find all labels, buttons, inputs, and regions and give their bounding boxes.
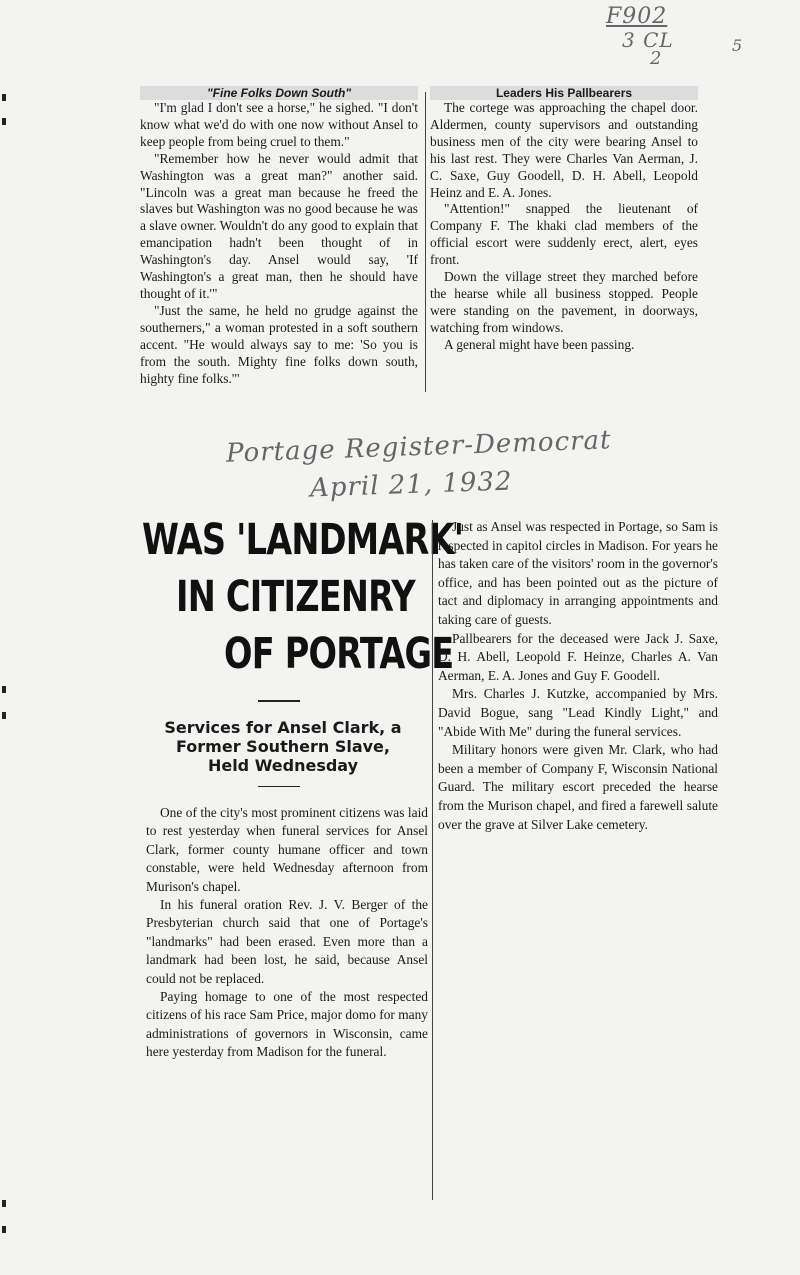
deck-line: Former Southern Slave, — [176, 737, 390, 756]
paragraph: Paying homage to one of the most respected citizens of his race Sam Price, major domo for many administrations of governors in Wisconsin, came here yesterday from Madison for the funeral. — [146, 989, 428, 1060]
paragraph: In his funeral oration Rev. J. V. Berger of the Presbyterian church said that one of Portage's "landmarks" had been erased. Even more than a landmark had been lost, he said, because Ansel could not be replaced. — [146, 897, 428, 986]
bottom-left-column — [146, 804, 428, 1062]
subhead: "Fine Folks Down South" — [140, 86, 418, 100]
paragraph: "Remember how he never would admit that Washington was a great man?" another said. "Lincoln was a great man because he freed the slaves but Washington was no good because he was a slave owner. Wouldn't do any good to explain that emancipation hadn't been thought of in Washington's day. Ansel would say, 'If Washington's a great man, then he should have thought of it.'" — [140, 150, 418, 301]
catalog-number: F902 — [606, 4, 668, 29]
article-text — [140, 100, 418, 387]
subhead: Leaders His Pallbearers — [430, 86, 698, 100]
top-left-column — [140, 86, 418, 387]
headline-line: IN CITIZENRY — [176, 572, 415, 622]
column-rule — [432, 520, 433, 1200]
margin-mark — [2, 118, 6, 125]
paragraph: Down the village street they marched before the hearse while all business stopped. People were standing on the pavement, in doorways, watching from windows. — [430, 269, 698, 335]
paragraph: Mrs. Charles J. Kutzke, accompanied by Mrs. David Bogue, sang "Lead Kindly Light," and "Abide With Me" during the funeral services. — [438, 686, 718, 739]
margin-mark — [2, 1200, 6, 1207]
paragraph: A general might have been passing. — [444, 336, 635, 352]
paragraph: Just as Ansel was respected in Portage, so Sam is respected in capitol circles in Madison. For years he has taken care of the visitors' room in the governor's office, and has been pointed out as the picture of tact and diplomacy in arranging appointments and taking care of guests. — [438, 519, 718, 627]
bottom-right-column — [438, 518, 718, 834]
margin-mark — [2, 686, 6, 693]
divider — [258, 786, 300, 787]
paragraph: "I'm glad I don't see a horse," he sighed. "I don't know what we'd do with one now without Ansel to keep people from being cruel to them." — [140, 100, 418, 149]
column-rule — [425, 92, 426, 392]
paragraph: "Just the same, he held no grudge against the southerners," a woman protested in a soft southern accent. "He would always say to me: 'So you is from the south. Mighty fine folks down south, highty fine folks.'" — [140, 302, 418, 386]
catalog-number: 2 — [650, 48, 663, 69]
deck-line: Held Wednesday — [207, 756, 359, 775]
paragraph: Pallbearers for the deceased were Jack J. Saxe, D. H. Abell, Leopold F. Heinze, Charles A. Van Aerman, E. A. Jones and Guy F. Goodell. — [438, 630, 718, 683]
source-date: April 21, 1932 — [309, 466, 513, 504]
headline-line: OF PORTAGE — [224, 629, 454, 679]
catalog-number: 3 CL — [622, 28, 674, 52]
deck-line: Services for Ansel Clark, a — [164, 718, 402, 737]
paragraph: The cortege was approaching the chapel door. Aldermen, county supervisors and outstanding business men of the city were bearing Ansel to his last rest. They were Charles Van Aerman, J. C. Saxe, Guy Goodell, D. H. Abell, Leopold Heinz and E. A. Jones. — [430, 100, 698, 200]
top-right-column — [430, 86, 698, 354]
deck — [138, 718, 428, 775]
article-text — [430, 100, 698, 354]
paragraph: "Attention!" snapped the lieutenant of Company F. The khaki clad members of the official escort were suddenly erect, alert, eyes front. — [430, 201, 698, 268]
margin-mark — [2, 94, 6, 101]
headline-line: WAS 'LANDMARK' — [142, 515, 464, 565]
page-mark: 5 — [732, 36, 744, 55]
paragraph: Military honors were given Mr. Clark, who had been a member of Company F, Wisconsin National Guard. The military escort preceded the hearse from the Murison chapel, and fired a farewell salute over the grave at Silver Lake cemetery. — [438, 742, 718, 832]
divider — [258, 700, 300, 702]
margin-mark — [2, 712, 6, 719]
paragraph: One of the city's most prominent citizens was laid to rest yesterday when funeral services for Ansel Clark, former county humane officer and town constable, were held Wednesday afternoon from Murison's chapel. — [146, 805, 428, 894]
margin-mark — [2, 1226, 6, 1233]
source-newspaper: Portage Register-Democrat — [225, 425, 612, 469]
